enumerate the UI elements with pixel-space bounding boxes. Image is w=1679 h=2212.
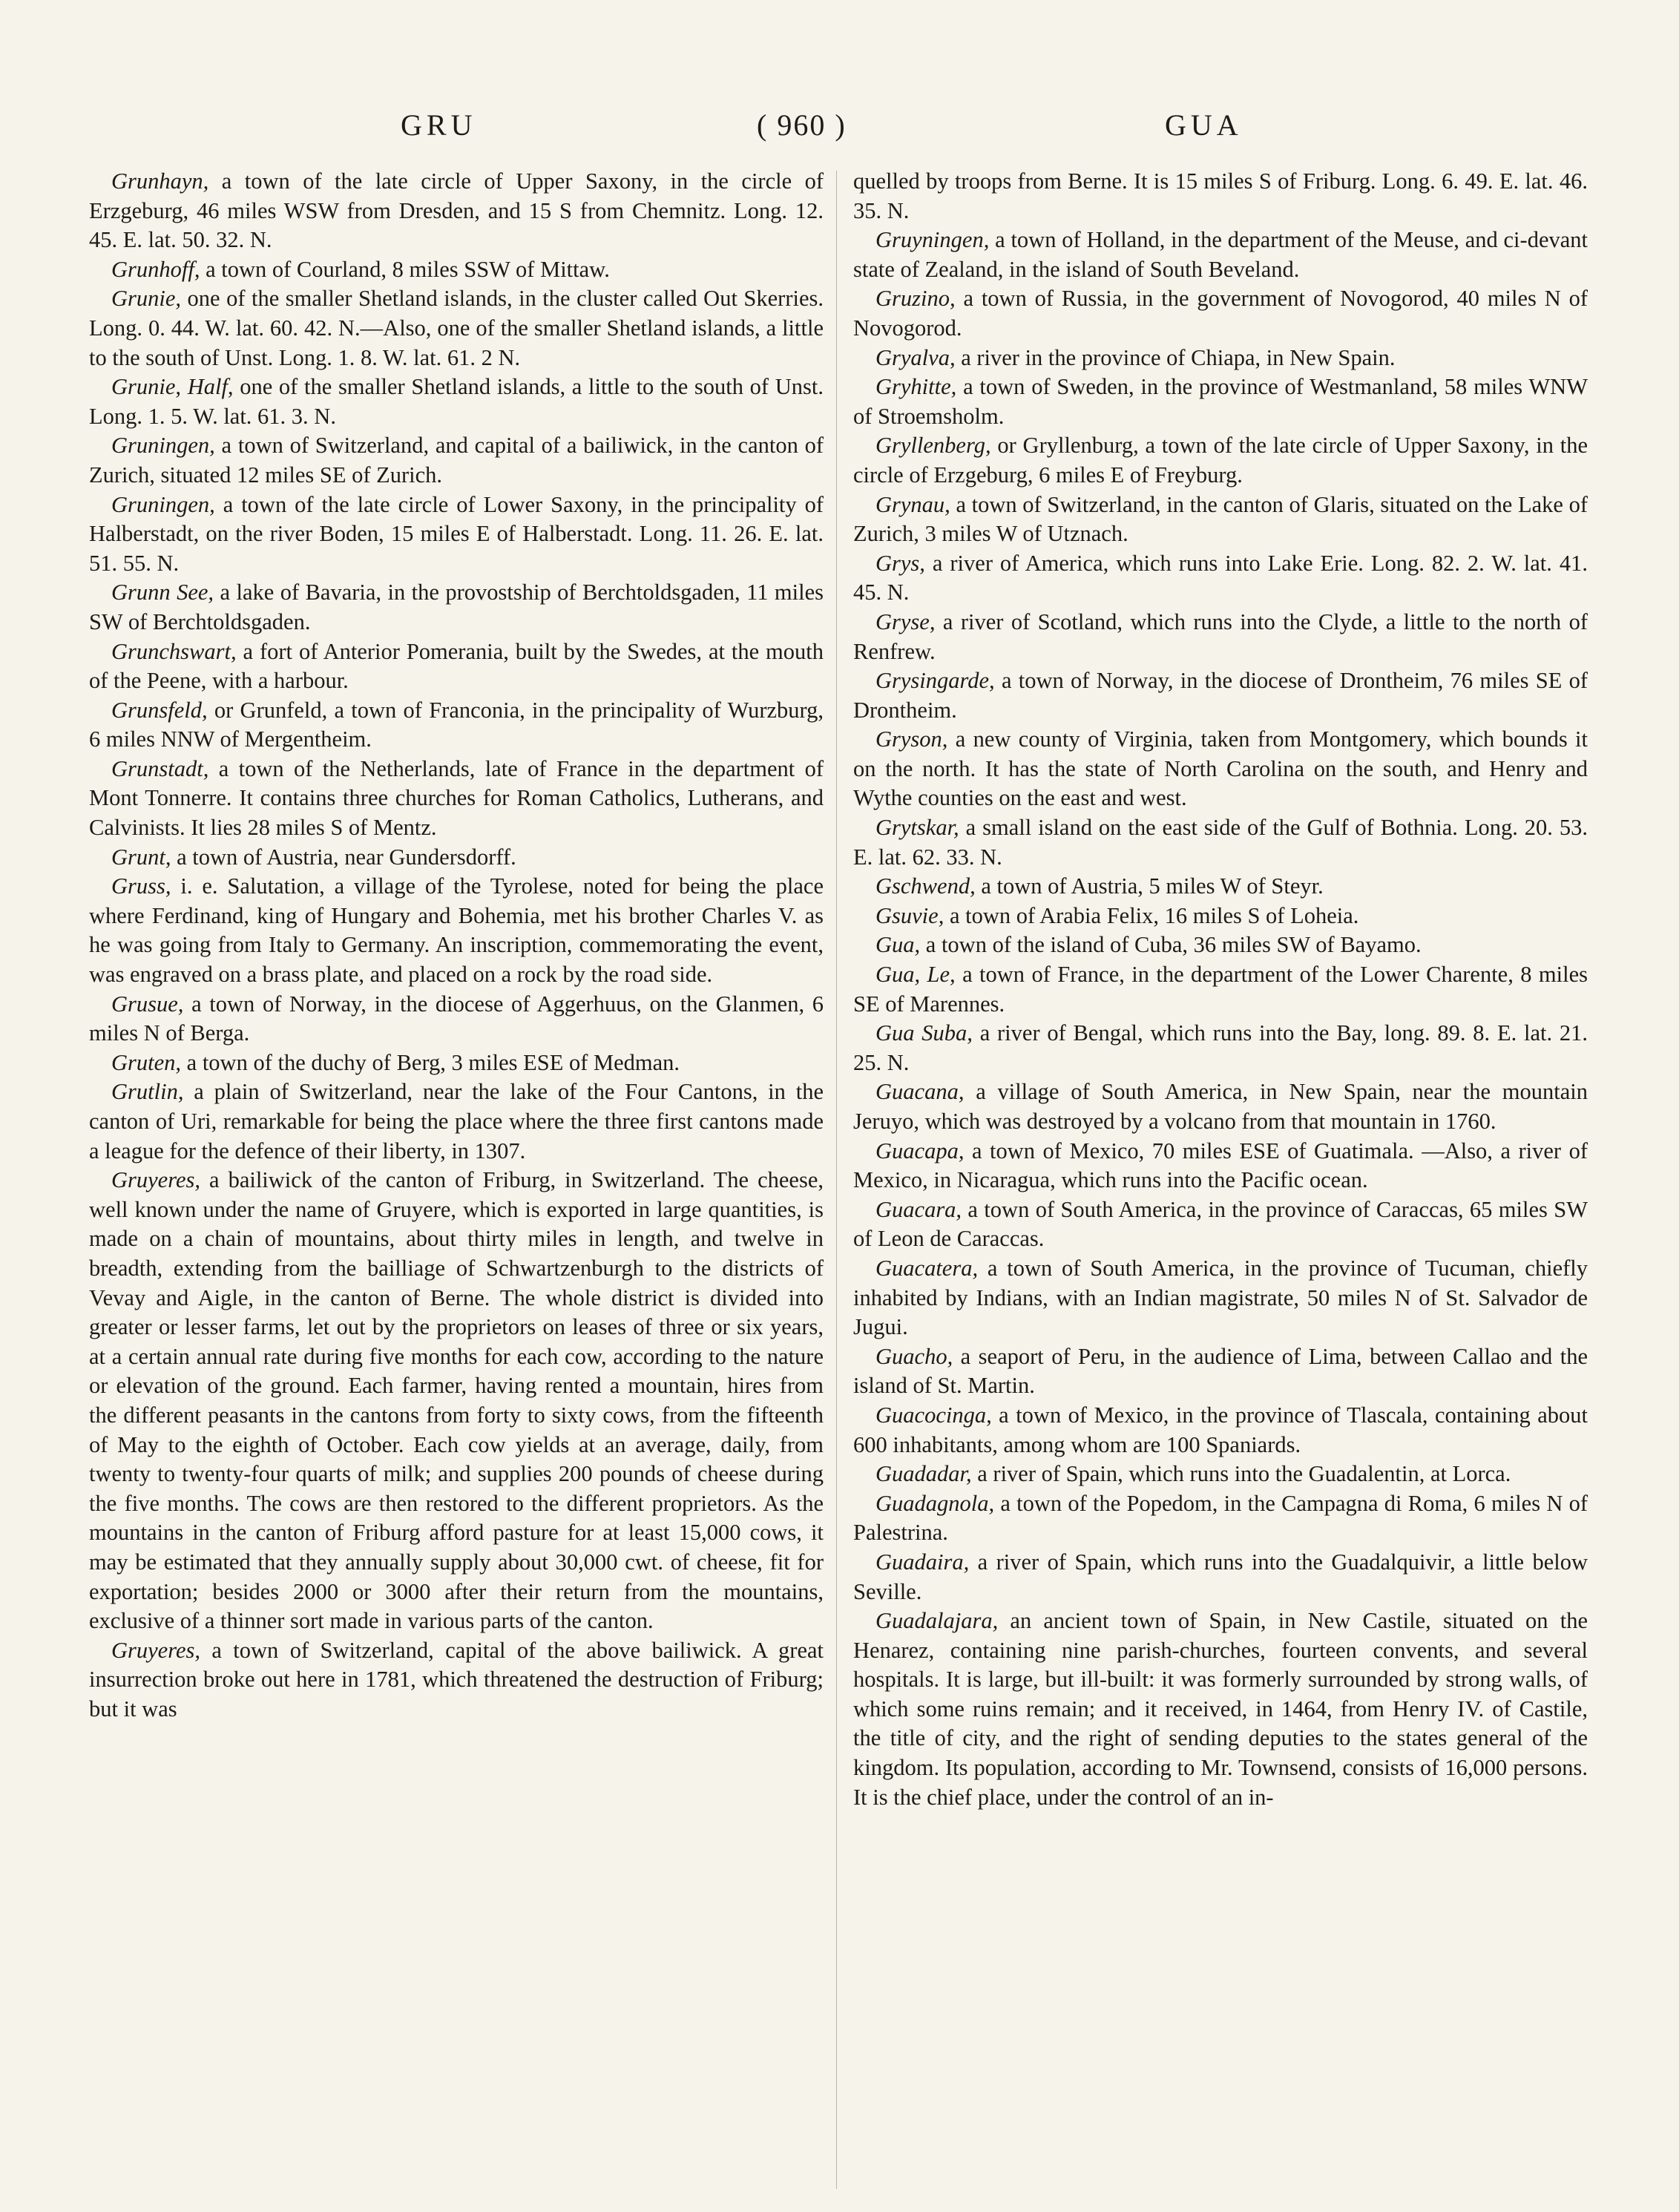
entry-text: a small island on the east side of the Gulf of Bothnia. Long. 20. 53. E. lat. 62. 33. N. bbox=[853, 815, 1588, 870]
gazetteer-entry bbox=[89, 990, 824, 1048]
entry-headword: Gruzino, bbox=[875, 286, 956, 312]
entry-headword: Gruyeres, bbox=[111, 1637, 200, 1663]
gazetteer-entry bbox=[853, 1401, 1588, 1460]
entry-headword: Gua, bbox=[875, 932, 921, 958]
entry-text: a town of the duchy of Berg, 3 miles ESE of Medman. bbox=[181, 1049, 680, 1075]
gazetteer-entry bbox=[853, 608, 1588, 666]
gazetteer-entry bbox=[89, 872, 824, 989]
entry-text: a river in the province of Chiapa, in New Spain. bbox=[955, 344, 1396, 370]
header-right: GUA bbox=[1165, 108, 1243, 142]
gazetteer-entry bbox=[89, 167, 824, 255]
entry-text: a river of Scotland, which runs into the Clyde, a little to the north of Renfrew. bbox=[853, 608, 1588, 664]
entry-text: a town of South America, in the province of Caraccas, 65 miles SW of Leon de Caraccas. bbox=[853, 1196, 1588, 1252]
entry-text: a town of the Popedom, in the Campagna di Roma, 6 miles N of Palestrina. bbox=[853, 1490, 1588, 1546]
entry-text: a town of Courland, 8 miles SSW of Mittaw. bbox=[200, 256, 610, 282]
entry-text: a town of Mexico, 70 miles ESE of Guatimala. —Also, a river of Mexico, in Nicaragua, which runs into the Pacific ocean. bbox=[853, 1138, 1588, 1193]
gazetteer-entry bbox=[853, 490, 1588, 549]
entry-text: or Gryllenburg, a town of the late circle of Upper Saxony, in the circle of Erzgeburg, 6 miles E of Freyburg. bbox=[853, 433, 1588, 488]
entry-text: quelled by troops from Berne. It is 15 miles S of Friburg. Long. 6. 49. E. lat. 46. 35. N. bbox=[853, 168, 1588, 223]
entry-headword: Gryson, bbox=[875, 726, 948, 752]
gazetteer-entry bbox=[853, 1548, 1588, 1607]
entry-headword: Guadadar, bbox=[875, 1461, 972, 1487]
entry-headword: Grys, bbox=[875, 550, 925, 576]
gazetteer-entry bbox=[853, 167, 1588, 226]
gazetteer-entry bbox=[853, 725, 1588, 813]
entry-text: a village of South America, in New Spain, near the mountain Jeruyo, which was destroyed by a volcano from that mountain in 1760. bbox=[853, 1079, 1588, 1134]
entry-text: a town of the island of Cuba, 36 miles SW of Bayamo. bbox=[920, 932, 1422, 958]
entry-headword: Guadalajara, bbox=[875, 1608, 999, 1634]
entry-headword: Grunsfeld, bbox=[111, 697, 208, 723]
entry-headword: Grutlin, bbox=[111, 1079, 184, 1105]
entry-text: a town of South America, in the province of Tucuman, chiefly inhabited by Indians, with an Indian magistrate, 50 miles N of St. Salvador de Jugui. bbox=[853, 1255, 1588, 1340]
gazetteer-entry bbox=[89, 696, 824, 755]
gazetteer-entry bbox=[853, 666, 1588, 725]
entry-text: a river of Spain, which runs into the Guadalquivir, a little below Seville. bbox=[853, 1549, 1588, 1604]
gazetteer-entry bbox=[853, 1254, 1588, 1342]
header-left: GRU bbox=[401, 108, 477, 142]
entry-headword: Gschwend, bbox=[875, 873, 976, 899]
gazetteer-entry bbox=[89, 284, 824, 373]
right-column bbox=[853, 167, 1588, 1812]
entry-headword: Gua, Le, bbox=[875, 962, 956, 988]
gazetteer-entry bbox=[853, 1137, 1588, 1195]
entry-headword: Gryhitte, bbox=[875, 374, 957, 400]
gazetteer-entry bbox=[853, 1019, 1588, 1077]
entry-text: one of the smaller Shetland islands, a little to the south of Unst. Long. 1. 5. W. lat. 61. 3. N. bbox=[89, 374, 824, 429]
entry-text: or Grunfeld, a town of Franconia, in the principality of Wurzburg, 6 miles NNW of Mergentheim. bbox=[89, 697, 824, 752]
entry-text: a town of the Netherlands, late of France in the department of Mont Tonnerre. It contains three churches for Roman Catholics, Lutherans, and Calvinists. It lies 28 miles S of Mentz. bbox=[89, 755, 824, 841]
entry-text: a town of Mexico, in the province of Tlascala, containing about 600 inhabitants, among whom are 100 Spaniards. bbox=[853, 1402, 1588, 1457]
gazetteer-entry bbox=[853, 1342, 1588, 1401]
gazetteer-entry bbox=[853, 431, 1588, 490]
gazetteer-entry bbox=[89, 578, 824, 637]
gazetteer-entry bbox=[89, 431, 824, 490]
gazetteer-entry bbox=[89, 373, 824, 431]
entry-text: one of the smaller Shetland islands, in the cluster called Out Skerries. Long. 0. 44. W. lat. 60. 42. N.—Also, one of the smaller Shetland islands, a little to the south of Unst. Long. 1. 8. W. lat. 61. 2 N. bbox=[89, 286, 824, 370]
entry-headword: Guacana, bbox=[875, 1079, 965, 1105]
gazetteer-entry bbox=[89, 755, 824, 843]
entry-text: a town of Arabia Felix, 16 miles S of Loheia. bbox=[944, 902, 1359, 928]
entry-headword: Guacocinga, bbox=[875, 1402, 992, 1428]
gazetteer-entry bbox=[853, 902, 1588, 931]
entry-text: a town of France, in the department of the Lower Charente, 8 miles SE of Marennes. bbox=[853, 962, 1588, 1017]
entry-headword: Gsuvie, bbox=[875, 902, 944, 928]
gazetteer-entry bbox=[853, 1460, 1588, 1489]
entry-text: a town of Holland, in the department of the Meuse, and ci-devant state of Zealand, in the island of South Beveland. bbox=[853, 227, 1588, 282]
entry-text: a new county of Virginia, taken from Montgomery, which bounds it on the north. It has the state of North Carolina on the south, and Henry and Wythe counties on the east and west. bbox=[853, 726, 1588, 811]
entry-text: a town of the late circle of Upper Saxony, in the circle of Erzgeburg, 46 miles WSW from Dresden, and 15 S from Chemnitz. Long. 12. 45. E. lat. 50. 32. N. bbox=[89, 168, 824, 253]
entry-headword: Gruyningen, bbox=[875, 227, 990, 253]
entry-headword: Grunie, bbox=[111, 286, 182, 312]
gazetteer-entry bbox=[853, 1607, 1588, 1812]
entry-text: a town of Norway, in the diocese of Aggerhuus, on the Glanmen, 6 miles N of Berga. bbox=[89, 991, 824, 1046]
entry-text: a town of Switzerland, in the canton of Glaris, situated on the Lake of Zurich, 3 miles W of Utznach. bbox=[853, 491, 1588, 547]
entry-headword: Guacapa, bbox=[875, 1138, 965, 1164]
gazetteer-entry bbox=[89, 255, 824, 285]
entry-text: a town of Norway, in the diocese of Drontheim, 76 miles SE of Drontheim. bbox=[853, 668, 1588, 723]
entry-text: a bailiwick of the canton of Friburg, in Switzerland. The cheese, well known under the name of Gruyere, which is exported in large quantities, is made on a chain of mountains, about thirty miles in length, and twelve in breadth, extending from the bailliage of Schwartzenburgh to the districts of Vevay and Aigle, in the canton of Berne. The whole district is divided into greater or lesser farms, let out by the proprietors on leases of three or six years, at a certain annual rate during five months for each cow, according to the nature or elevation of the ground. Each farmer, having rented a mountain, hires from the different peasants in the cantons from forty to sixty cows, from the fifteenth of May to the eighth of October. Each cow yields at an average, daily, from twenty to twenty-four quarts of milk; and supplies 200 pounds of cheese during the five months. The cows are then restored to the different proprietors. As the mountains in the canton of Friburg afford pasture for at least 15,000 cows, it may be estimated that they annually supply about 30,000 cwt. of cheese, fit for exportation; besides 2000 or 3000 after their return from the mountains, exclusive of a thinner sort made in various parts of the canton. bbox=[89, 1167, 824, 1634]
gazetteer-entry bbox=[853, 373, 1588, 431]
entry-headword: Gruten, bbox=[111, 1049, 182, 1075]
entry-text: an ancient town of Spain, in New Castile, situated on the Henarez, containing nine parish-churches, fourteen convents, and several hospitals. It is large, but ill-built: it was formerly surrounded by strong walls, of which some ruins remain; and it received, in 1464, from Henry IV. of Castile, the title of city, and the right of sending deputies to the states general of the kingdom. Its population, according to Mr. Townsend, consists of 16,000 persons. It is the chief place, under the control of an in- bbox=[853, 1608, 1588, 1810]
entry-headword: Gua Suba, bbox=[875, 1020, 973, 1046]
gazetteer-entry bbox=[89, 1077, 824, 1166]
column-divider bbox=[836, 171, 837, 2189]
entry-text: a river of Spain, which runs into the Guadalentin, at Lorca. bbox=[971, 1461, 1511, 1487]
entry-headword: Gryalva, bbox=[875, 344, 956, 370]
entry-headword: Grunhayn, bbox=[111, 168, 209, 194]
entry-headword: Gryse, bbox=[875, 608, 936, 634]
entry-headword: Grunn See, bbox=[111, 580, 214, 605]
entry-headword: Guacara, bbox=[875, 1196, 962, 1222]
entry-text: a lake of Bavaria, in the provostship of Berchtoldsgaden, 11 miles SW of Berchtoldsgaden. bbox=[89, 580, 824, 634]
entry-headword: Gruyeres, bbox=[111, 1167, 200, 1193]
entry-text: a town of Switzerland, capital of the above bailiwick. A great insurrection broke out here in 1781, which threatened the destruction of Friburg; but it was bbox=[89, 1637, 824, 1722]
gazetteer-entry bbox=[853, 344, 1588, 373]
entry-headword: Grynau, bbox=[875, 491, 950, 517]
gazetteer-entry bbox=[853, 931, 1588, 960]
entry-headword: Guadaira, bbox=[875, 1549, 970, 1575]
entry-text: a plain of Switzerland, near the lake of the Four Cantons, in the canton of Uri, remarkable for being the place where the three first cantons made a league for the defence of their liberty, in 1307. bbox=[89, 1079, 824, 1164]
gazetteer-entry bbox=[89, 1166, 824, 1636]
entry-text: a town of Austria, near Gundersdorff. bbox=[171, 844, 516, 870]
entry-headword: Grunstadt, bbox=[111, 755, 209, 781]
page-number: ( 960 ) bbox=[757, 108, 847, 142]
entry-text: a town of Austria, 5 miles W of Steyr. bbox=[975, 873, 1324, 899]
entry-headword: Gryllenberg, bbox=[875, 433, 991, 459]
entry-headword: Guacho, bbox=[875, 1343, 953, 1369]
gazetteer-entry bbox=[89, 490, 824, 579]
gazetteer-entry bbox=[89, 1048, 824, 1078]
gazetteer-entry bbox=[853, 1195, 1588, 1254]
entry-headword: Grunie, Half, bbox=[111, 374, 234, 400]
entry-text: a river of America, which runs into Lake Erie. Long. 82. 2. W. lat. 41. 45. N. bbox=[853, 550, 1588, 605]
entry-headword: Grysingarde, bbox=[875, 668, 995, 694]
gazetteer-entry bbox=[853, 1489, 1588, 1548]
entry-text: a fort of Anterior Pomerania, built by the Swedes, at the mouth of the Peene, with a harbour. bbox=[89, 638, 824, 694]
gazetteer-entry bbox=[853, 226, 1588, 284]
gazetteer-entry bbox=[853, 960, 1588, 1019]
gazetteer-entry bbox=[89, 1636, 824, 1724]
running-header bbox=[0, 108, 1679, 160]
gazetteer-entry bbox=[89, 637, 824, 696]
entry-text: a town of Russia, in the government of Novogorod, 40 miles N of Novogorod. bbox=[853, 286, 1588, 341]
entry-text: a town of Switzerland, and capital of a bailiwick, in the canton of Zurich, situated 12 miles SE of Zurich. bbox=[89, 433, 824, 488]
entry-headword: Gruningen, bbox=[111, 433, 215, 459]
gazetteer-entry bbox=[853, 549, 1588, 608]
gazetteer-entry bbox=[853, 1077, 1588, 1136]
entry-text: a town of the late circle of Lower Saxony, in the principality of Halberstadt, on the river Boden, 15 miles E of Halberstadt. Long. 11. 26. E. lat. 51. 55. N. bbox=[89, 491, 824, 576]
entry-text: a river of Bengal, which runs into the Bay, long. 89. 8. E. lat. 21. 25. N. bbox=[853, 1020, 1588, 1075]
entry-text: a seaport of Peru, in the audience of Lima, between Callao and the island of St. Martin. bbox=[853, 1343, 1588, 1399]
gazetteer-entry bbox=[853, 284, 1588, 343]
entry-text: a town of Sweden, in the province of Westmanland, 58 miles WNW of Stroemsholm. bbox=[853, 374, 1588, 429]
entry-headword: Grunt, bbox=[111, 844, 171, 870]
entry-headword: Gruningen, bbox=[111, 491, 215, 517]
gazetteer-entry bbox=[853, 813, 1588, 872]
gazetteer-entry bbox=[89, 843, 824, 873]
gazetteer-entry bbox=[853, 872, 1588, 902]
entry-headword: Gruss, bbox=[111, 873, 171, 899]
entry-headword: Guacatera, bbox=[875, 1255, 979, 1281]
entry-headword: Grunchswart, bbox=[111, 638, 237, 664]
entry-headword: Grytskar, bbox=[875, 815, 959, 841]
entry-headword: Guadagnola, bbox=[875, 1490, 995, 1516]
entry-headword: Grunhoff, bbox=[111, 256, 200, 282]
left-column bbox=[89, 167, 824, 1724]
entry-headword: Grusue, bbox=[111, 991, 184, 1017]
entry-text: i. e. Salutation, a village of the Tyrolese, noted for being the place where Ferdinand, king of Hungary and Bohemia, met his brother Charles V. as he was going from Italy to Germany. An inscription, commemorating the event, was engraved on a brass plate, and placed on a rock by the road side. bbox=[89, 873, 824, 988]
